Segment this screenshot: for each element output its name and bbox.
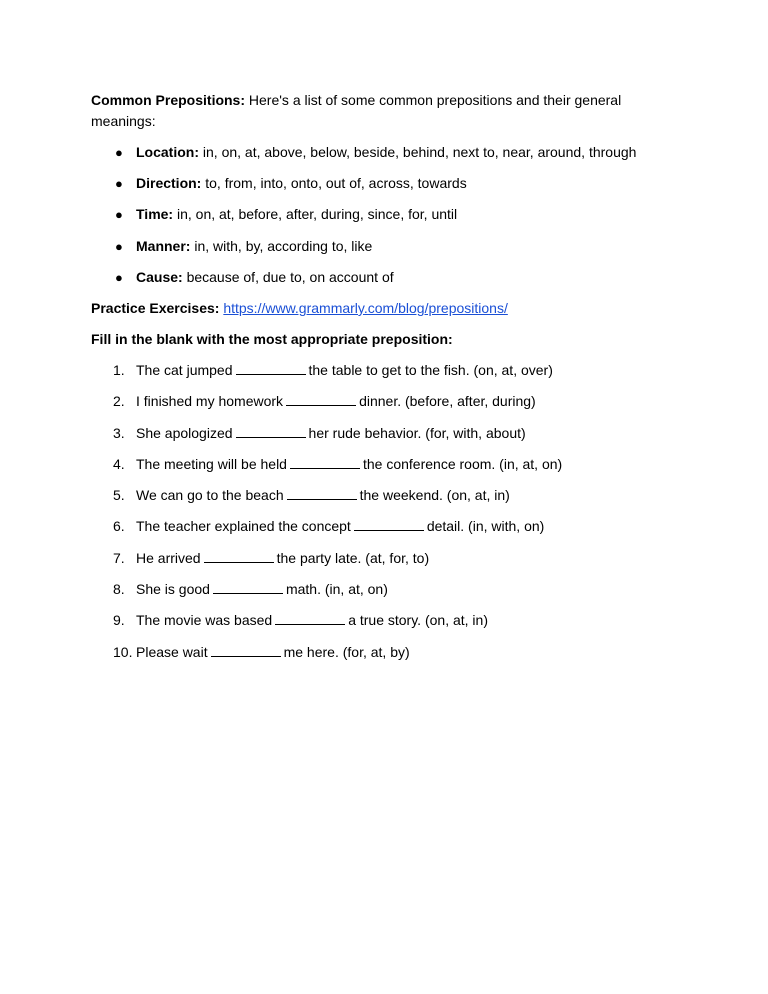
exercise-after: the conference room. (in, at, on) [362,455,563,472]
answer-blank [236,423,306,438]
exercise-before: She is good [136,581,210,598]
exercise-item [91,610,681,631]
exercise-after: the party late. (at, for, to) [276,549,430,566]
list-item [91,236,681,257]
category-label: Location: [136,144,199,160]
category-text: in, with, by, according to, like [190,237,373,254]
answer-blank [236,360,306,375]
category-text: to, from, into, onto, out of, across, towards [201,175,467,192]
answer-blank [211,642,281,657]
exercise-before: He arrived [136,549,201,566]
bullet-icon: ● [115,176,123,192]
exercise-after: her rude behavior. (for, with, about) [308,424,526,441]
answer-blank [354,516,424,531]
answer-blank [213,579,283,594]
exercise-number: 1. [113,361,125,378]
practice-label: Practice Exercises: [91,299,220,316]
exercise-number: 4. [113,455,125,472]
category-label: Cause: [136,268,183,285]
exercise-number: 7. [113,549,125,566]
document-page [91,90,681,673]
intro-paragraph [91,90,681,132]
exercise-before: The movie was based [136,612,273,629]
instructions-heading [91,329,681,350]
exercise-number: 6. [113,518,125,535]
exercise-before: She apologized [136,424,233,441]
exercise-before: We can go to the beach [136,487,284,504]
answer-blank [286,391,356,406]
category-label: Time: [136,206,174,223]
exercise-item [91,516,681,537]
category-text: in, on, at, above, below, beside, behind, next to, near, around, through [199,144,637,160]
intro-text: Here's a list of some common prepositions and their general meanings: [91,92,622,129]
instructions-text: Fill in the blank with the most appropriate preposition: [91,330,453,347]
exercise-number: 9. [113,612,125,629]
exercise-after: a true story. (on, at, in) [348,612,488,629]
category-list [91,142,681,288]
exercise-list [91,360,681,663]
exercise-number: 8. [113,581,125,598]
exercise-before: I finished my homework [136,393,284,410]
exercise-after: math. (in, at, on) [285,581,388,598]
exercise-number: 10. [113,643,133,660]
bullet-icon: ● [115,238,123,254]
exercise-number: 5. [113,487,125,504]
exercise-after: the table to get to the fish. (on, at, over) [308,361,553,378]
list-item [91,204,681,225]
exercise-number: 2. [113,393,125,410]
category-label: Manner: [136,237,191,254]
exercise-after: me here. (for, at, by) [283,643,410,660]
practice-link[interactable]: https://www.grammarly.com/blog/prepositions/ [223,299,508,316]
exercise-item [91,423,681,444]
answer-blank [290,454,360,469]
bullet-icon: ● [115,145,123,160]
exercise-item [91,642,681,663]
exercise-number: 3. [113,424,125,441]
exercise-after: detail. (in, with, on) [426,518,545,535]
category-label: Direction: [136,175,202,192]
exercise-after: dinner. (before, after, during) [359,393,536,410]
exercise-item [91,485,681,506]
exercise-item [91,579,681,600]
category-text: because of, due to, on account of [182,268,394,285]
exercise-before: The cat jumped [136,361,233,378]
bullet-icon: ● [115,269,123,285]
exercise-item [91,360,681,381]
answer-blank [204,548,274,563]
practice-paragraph [91,298,681,319]
exercise-before: Please wait [136,643,208,660]
exercise-item [91,548,681,569]
answer-blank [287,485,357,500]
exercise-item [91,454,681,475]
exercise-item [91,391,681,412]
category-text: in, on, at, before, after, during, since, for, until [173,206,458,223]
intro-title: Common Prepositions: [91,92,246,108]
bullet-icon: ● [115,207,123,223]
list-item [91,173,681,194]
list-item [91,267,681,288]
list-item [91,142,681,163]
exercise-after: the weekend. (on, at, in) [359,487,510,504]
exercise-before: The teacher explained the concept [136,518,351,535]
exercise-before: The meeting will be held [136,455,287,472]
answer-blank [275,610,345,625]
